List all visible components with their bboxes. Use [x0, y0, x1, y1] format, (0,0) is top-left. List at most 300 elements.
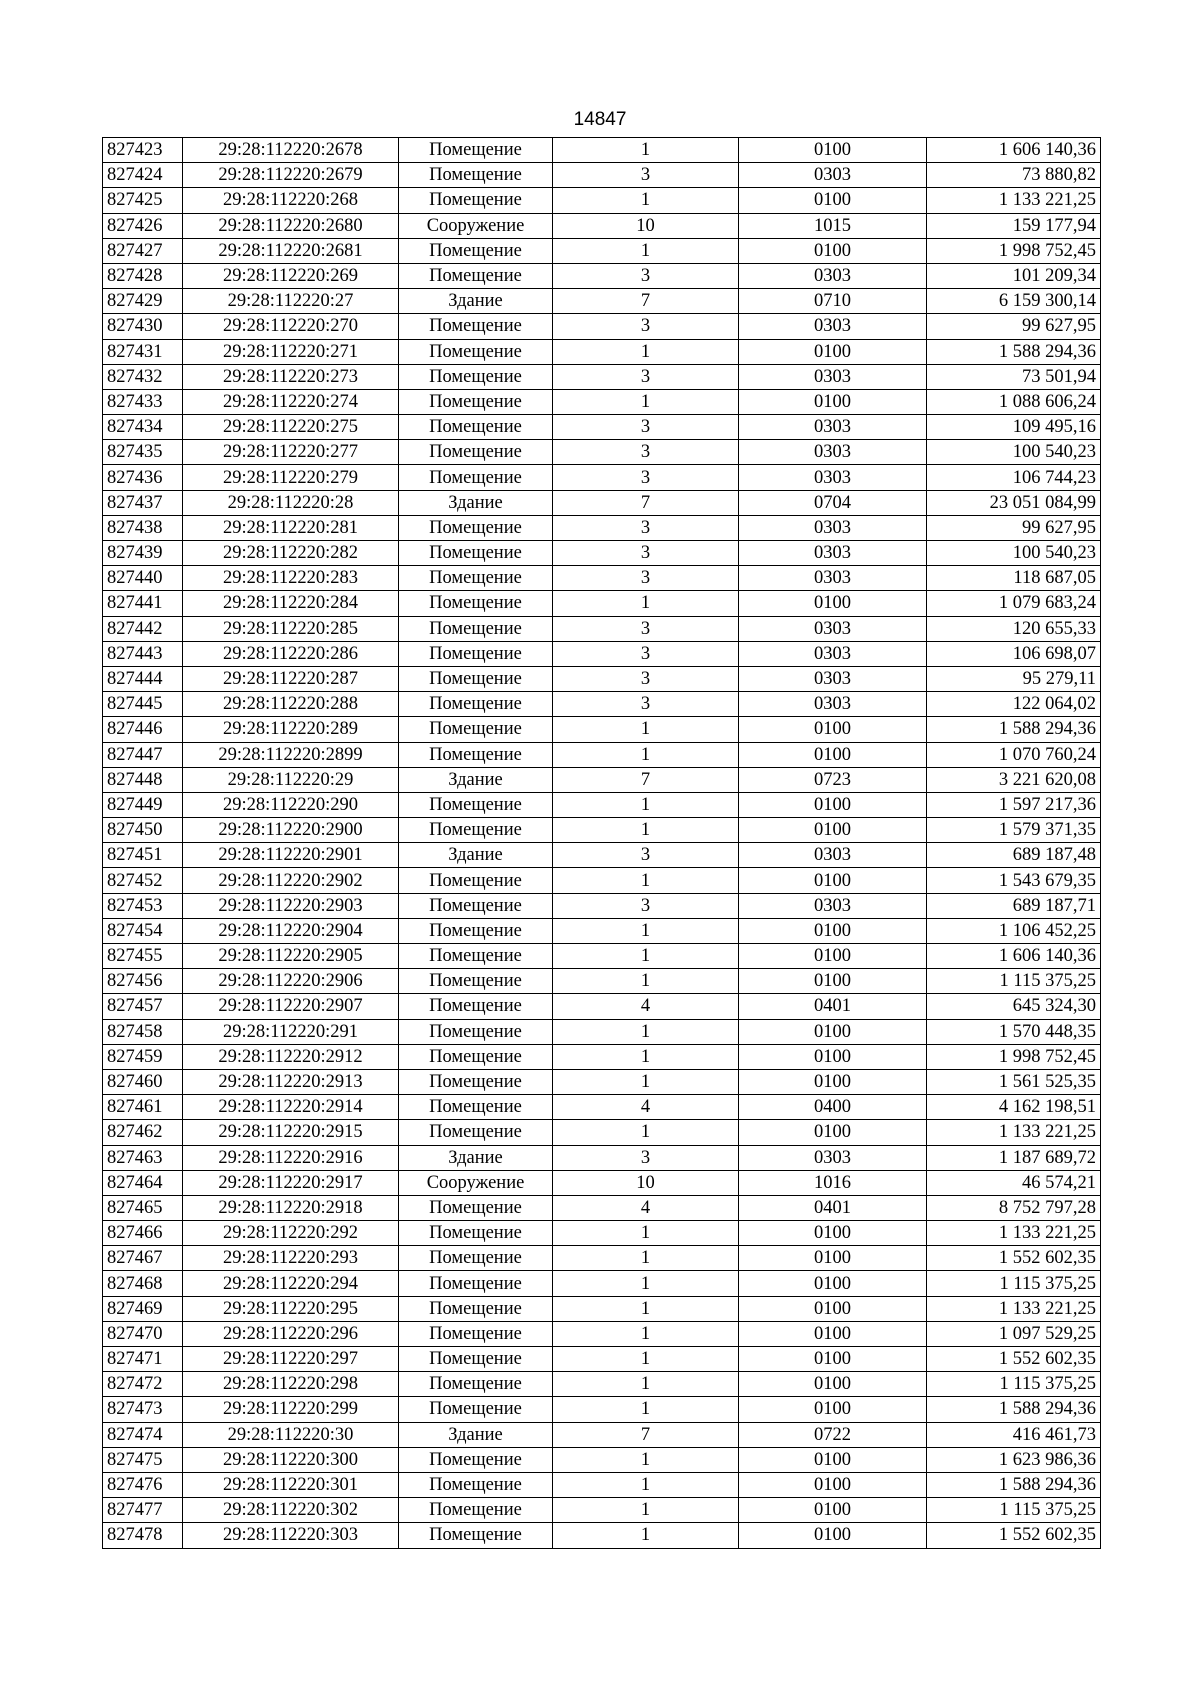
- cadastral-number-cell: 29:28:112220:275: [183, 415, 399, 440]
- cadastral-number-cell: 29:28:112220:2904: [183, 918, 399, 943]
- cadastral-number-cell: 29:28:112220:291: [183, 1019, 399, 1044]
- cadastral-value-cell: 1 998 752,45: [927, 238, 1101, 263]
- code-cell: 0303: [739, 566, 927, 591]
- table-row: [103, 1069, 1101, 1094]
- cadastral-number-cell: 29:28:112220:2916: [183, 1145, 399, 1170]
- object-type-cell: Помещение: [399, 339, 553, 364]
- table-row: [103, 918, 1101, 943]
- object-type-cell: Сооружение: [399, 1170, 553, 1195]
- table-row: [103, 1447, 1101, 1472]
- group-number-cell: 1: [553, 1296, 739, 1321]
- cadastral-number-cell: 29:28:112220:270: [183, 314, 399, 339]
- cadastral-value-cell: 1 570 448,35: [927, 1019, 1101, 1044]
- object-type-cell: Помещение: [399, 994, 553, 1019]
- row-number-cell: 827454: [103, 918, 183, 943]
- code-cell: 0303: [739, 666, 927, 691]
- cadastral-number-cell: 29:28:112220:2679: [183, 163, 399, 188]
- object-type-cell: Помещение: [399, 1246, 553, 1271]
- cadastral-value-cell: 6 159 300,14: [927, 289, 1101, 314]
- group-number-cell: 1: [553, 1397, 739, 1422]
- cadastral-number-cell: 29:28:112220:284: [183, 591, 399, 616]
- cadastral-number-cell: 29:28:112220:2900: [183, 818, 399, 843]
- row-number-cell: 827453: [103, 893, 183, 918]
- code-cell: 0100: [739, 1447, 927, 1472]
- object-type-cell: Помещение: [399, 918, 553, 943]
- object-type-cell: Помещение: [399, 868, 553, 893]
- object-type-cell: Помещение: [399, 415, 553, 440]
- cadastral-number-cell: 29:28:112220:281: [183, 515, 399, 540]
- group-number-cell: 1: [553, 1321, 739, 1346]
- group-number-cell: 3: [553, 314, 739, 339]
- cadastral-number-cell: 29:28:112220:28: [183, 490, 399, 515]
- table-row: [103, 1120, 1101, 1145]
- group-number-cell: 1: [553, 1246, 739, 1271]
- row-number-cell: 827446: [103, 717, 183, 742]
- object-type-cell: Помещение: [399, 792, 553, 817]
- row-number-cell: 827456: [103, 969, 183, 994]
- table-row: [103, 1095, 1101, 1120]
- code-cell: 0100: [739, 969, 927, 994]
- code-cell: 0100: [739, 1397, 927, 1422]
- table-row: [103, 1296, 1101, 1321]
- cadastral-value-cell: 99 627,95: [927, 515, 1101, 540]
- code-cell: 0100: [739, 868, 927, 893]
- table-row: [103, 1195, 1101, 1220]
- table-row: [103, 188, 1101, 213]
- row-number-cell: 827431: [103, 339, 183, 364]
- code-cell: 0100: [739, 742, 927, 767]
- code-cell: 0100: [739, 717, 927, 742]
- row-number-cell: 827449: [103, 792, 183, 817]
- object-type-cell: Помещение: [399, 893, 553, 918]
- row-number-cell: 827458: [103, 1019, 183, 1044]
- cadastral-value-cell: 118 687,05: [927, 566, 1101, 591]
- code-cell: 0303: [739, 314, 927, 339]
- object-type-cell: Помещение: [399, 692, 553, 717]
- cadastral-number-cell: 29:28:112220:279: [183, 465, 399, 490]
- object-type-cell: Здание: [399, 289, 553, 314]
- code-cell: 0100: [739, 339, 927, 364]
- object-type-cell: Помещение: [399, 1447, 553, 1472]
- code-cell: 0100: [739, 188, 927, 213]
- cadastral-number-cell: 29:28:112220:285: [183, 616, 399, 641]
- cadastral-number-cell: 29:28:112220:2915: [183, 1120, 399, 1145]
- code-cell: 0100: [739, 944, 927, 969]
- table-row: [103, 843, 1101, 868]
- cadastral-number-cell: 29:28:112220:294: [183, 1271, 399, 1296]
- row-number-cell: 827455: [103, 944, 183, 969]
- group-number-cell: 3: [553, 163, 739, 188]
- table-row: [103, 289, 1101, 314]
- code-cell: 0100: [739, 1296, 927, 1321]
- cadastral-number-cell: 29:28:112220:271: [183, 339, 399, 364]
- table-row: [103, 944, 1101, 969]
- table-row: [103, 263, 1101, 288]
- row-number-cell: 827433: [103, 389, 183, 414]
- object-type-cell: Помещение: [399, 1472, 553, 1497]
- cadastral-value-cell: 689 187,71: [927, 893, 1101, 918]
- code-cell: 0303: [739, 440, 927, 465]
- row-number-cell: 827427: [103, 238, 183, 263]
- row-number-cell: 827468: [103, 1271, 183, 1296]
- cadastral-value-cell: 99 627,95: [927, 314, 1101, 339]
- object-type-cell: Помещение: [399, 263, 553, 288]
- table-row: [103, 591, 1101, 616]
- code-cell: 0704: [739, 490, 927, 515]
- group-number-cell: 3: [553, 616, 739, 641]
- code-cell: 0303: [739, 163, 927, 188]
- cadastral-value-cell: 1 552 602,35: [927, 1246, 1101, 1271]
- cadastral-value-cell: 1 115 375,25: [927, 1271, 1101, 1296]
- group-number-cell: 10: [553, 213, 739, 238]
- cadastral-value-cell: 106 698,07: [927, 641, 1101, 666]
- row-number-cell: 827465: [103, 1195, 183, 1220]
- row-number-cell: 827451: [103, 843, 183, 868]
- code-cell: 0100: [739, 918, 927, 943]
- object-type-cell: Помещение: [399, 138, 553, 163]
- cadastral-value-cell: 645 324,30: [927, 994, 1101, 1019]
- group-number-cell: 7: [553, 289, 739, 314]
- page-number: 14847: [573, 109, 627, 130]
- object-type-cell: Сооружение: [399, 213, 553, 238]
- code-cell: 0100: [739, 1019, 927, 1044]
- group-number-cell: 1: [553, 1271, 739, 1296]
- group-number-cell: 7: [553, 490, 739, 515]
- row-number-cell: 827436: [103, 465, 183, 490]
- cadastral-value-cell: 1 187 689,72: [927, 1145, 1101, 1170]
- cadastral-value-cell: 1 588 294,36: [927, 717, 1101, 742]
- group-number-cell: 3: [553, 641, 739, 666]
- code-cell: 0723: [739, 767, 927, 792]
- object-type-cell: Помещение: [399, 566, 553, 591]
- cadastral-number-cell: 29:28:112220:2901: [183, 843, 399, 868]
- object-type-cell: Помещение: [399, 1271, 553, 1296]
- row-number-cell: 827477: [103, 1498, 183, 1523]
- table-row: [103, 465, 1101, 490]
- cadastral-number-cell: 29:28:112220:2902: [183, 868, 399, 893]
- cadastral-value-cell: 8 752 797,28: [927, 1195, 1101, 1220]
- cadastral-number-cell: 29:28:112220:295: [183, 1296, 399, 1321]
- group-number-cell: 4: [553, 1095, 739, 1120]
- object-type-cell: Помещение: [399, 314, 553, 339]
- row-number-cell: 827438: [103, 515, 183, 540]
- group-number-cell: 3: [553, 440, 739, 465]
- cadastral-number-cell: 29:28:112220:282: [183, 541, 399, 566]
- cadastral-number-cell: 29:28:112220:288: [183, 692, 399, 717]
- table-row: [103, 767, 1101, 792]
- object-type-cell: Помещение: [399, 1372, 553, 1397]
- cadastral-number-cell: 29:28:112220:2912: [183, 1044, 399, 1069]
- group-number-cell: 1: [553, 238, 739, 263]
- code-cell: 0303: [739, 263, 927, 288]
- cadastral-value-cell: 416 461,73: [927, 1422, 1101, 1447]
- row-number-cell: 827424: [103, 163, 183, 188]
- row-number-cell: 827448: [103, 767, 183, 792]
- table-row: [103, 440, 1101, 465]
- cadastral-value-cell: 1 543 679,35: [927, 868, 1101, 893]
- cadastral-value-cell: 1 588 294,36: [927, 339, 1101, 364]
- cadastral-value-cell: 1 106 452,25: [927, 918, 1101, 943]
- cadastral-value-cell: 73 501,94: [927, 364, 1101, 389]
- group-number-cell: 1: [553, 969, 739, 994]
- code-cell: 0100: [739, 238, 927, 263]
- code-cell: 0100: [739, 1347, 927, 1372]
- row-number-cell: 827425: [103, 188, 183, 213]
- object-type-cell: Помещение: [399, 641, 553, 666]
- cadastral-value-cell: 1 623 986,36: [927, 1447, 1101, 1472]
- cadastral-number-cell: 29:28:112220:2680: [183, 213, 399, 238]
- cadastral-value-cell: 1 097 529,25: [927, 1321, 1101, 1346]
- object-type-cell: Здание: [399, 490, 553, 515]
- table-row: [103, 1170, 1101, 1195]
- group-number-cell: 1: [553, 1472, 739, 1497]
- code-cell: 0400: [739, 1095, 927, 1120]
- row-number-cell: 827478: [103, 1523, 183, 1548]
- cadastral-number-cell: 29:28:112220:302: [183, 1498, 399, 1523]
- code-cell: 0100: [739, 1246, 927, 1271]
- table-row: [103, 1422, 1101, 1447]
- row-number-cell: 827473: [103, 1397, 183, 1422]
- group-number-cell: 7: [553, 1422, 739, 1447]
- cadastral-number-cell: 29:28:112220:303: [183, 1523, 399, 1548]
- group-number-cell: 1: [553, 1069, 739, 1094]
- cadastral-value-cell: 1 606 140,36: [927, 944, 1101, 969]
- object-type-cell: Помещение: [399, 1120, 553, 1145]
- table-row: [103, 1044, 1101, 1069]
- object-type-cell: Помещение: [399, 163, 553, 188]
- table-row: [103, 641, 1101, 666]
- cadastral-number-cell: 29:28:112220:298: [183, 1372, 399, 1397]
- row-number-cell: 827432: [103, 364, 183, 389]
- object-type-cell: Помещение: [399, 1019, 553, 1044]
- row-number-cell: 827437: [103, 490, 183, 515]
- object-type-cell: Помещение: [399, 969, 553, 994]
- row-number-cell: 827474: [103, 1422, 183, 1447]
- row-number-cell: 827472: [103, 1372, 183, 1397]
- table-row: [103, 238, 1101, 263]
- group-number-cell: 1: [553, 1044, 739, 1069]
- code-cell: 0303: [739, 692, 927, 717]
- table-row: [103, 314, 1101, 339]
- group-number-cell: 1: [553, 591, 739, 616]
- cadastral-value-table: [102, 137, 1101, 1549]
- cadastral-value-cell: 1 115 375,25: [927, 1372, 1101, 1397]
- table-row: [103, 616, 1101, 641]
- cadastral-value-cell: 689 187,48: [927, 843, 1101, 868]
- table-row: [103, 364, 1101, 389]
- code-cell: 0100: [739, 818, 927, 843]
- table-row: [103, 541, 1101, 566]
- object-type-cell: Помещение: [399, 1523, 553, 1548]
- code-cell: 0100: [739, 1472, 927, 1497]
- table-row: [103, 339, 1101, 364]
- cadastral-value-cell: 1 115 375,25: [927, 969, 1101, 994]
- code-cell: 0100: [739, 1069, 927, 1094]
- row-number-cell: 827429: [103, 289, 183, 314]
- code-cell: 0303: [739, 843, 927, 868]
- code-cell: 0100: [739, 1120, 927, 1145]
- cadastral-value-cell: 1 079 683,24: [927, 591, 1101, 616]
- row-number-cell: 827452: [103, 868, 183, 893]
- object-type-cell: Помещение: [399, 1195, 553, 1220]
- object-type-cell: Помещение: [399, 1498, 553, 1523]
- row-number-cell: 827471: [103, 1347, 183, 1372]
- group-number-cell: 3: [553, 843, 739, 868]
- row-number-cell: 827447: [103, 742, 183, 767]
- row-number-cell: 827467: [103, 1246, 183, 1271]
- group-number-cell: 1: [553, 389, 739, 414]
- object-type-cell: Помещение: [399, 1044, 553, 1069]
- cadastral-value-cell: 46 574,21: [927, 1170, 1101, 1195]
- cadastral-value-cell: 1 070 760,24: [927, 742, 1101, 767]
- object-type-cell: Помещение: [399, 1095, 553, 1120]
- table-row: [103, 515, 1101, 540]
- code-cell: 1016: [739, 1170, 927, 1195]
- object-type-cell: Помещение: [399, 238, 553, 263]
- group-number-cell: 1: [553, 188, 739, 213]
- cadastral-number-cell: 29:28:112220:296: [183, 1321, 399, 1346]
- row-number-cell: 827440: [103, 566, 183, 591]
- cadastral-number-cell: 29:28:112220:301: [183, 1472, 399, 1497]
- table-row: [103, 1145, 1101, 1170]
- cadastral-number-cell: 29:28:112220:297: [183, 1347, 399, 1372]
- group-number-cell: 3: [553, 893, 739, 918]
- object-type-cell: Помещение: [399, 1221, 553, 1246]
- cadastral-value-cell: 1 588 294,36: [927, 1397, 1101, 1422]
- table-row: [103, 1246, 1101, 1271]
- group-number-cell: 3: [553, 465, 739, 490]
- object-type-cell: Помещение: [399, 541, 553, 566]
- row-number-cell: 827460: [103, 1069, 183, 1094]
- cadastral-value-cell: 100 540,23: [927, 541, 1101, 566]
- code-cell: 0100: [739, 1221, 927, 1246]
- cadastral-value-cell: 122 064,02: [927, 692, 1101, 717]
- group-number-cell: 10: [553, 1170, 739, 1195]
- cadastral-number-cell: 29:28:112220:277: [183, 440, 399, 465]
- table-row: [103, 1372, 1101, 1397]
- cadastral-value-cell: 109 495,16: [927, 415, 1101, 440]
- object-type-cell: Здание: [399, 843, 553, 868]
- table-row: [103, 1472, 1101, 1497]
- cadastral-value-cell: 1 133 221,25: [927, 1296, 1101, 1321]
- group-number-cell: 1: [553, 1447, 739, 1472]
- cadastral-number-cell: 29:28:112220:274: [183, 389, 399, 414]
- row-number-cell: 827475: [103, 1447, 183, 1472]
- cadastral-number-cell: 29:28:112220:268: [183, 188, 399, 213]
- object-type-cell: Помещение: [399, 717, 553, 742]
- code-cell: 0401: [739, 994, 927, 1019]
- row-number-cell: 827470: [103, 1321, 183, 1346]
- row-number-cell: 827443: [103, 641, 183, 666]
- row-number-cell: 827459: [103, 1044, 183, 1069]
- cadastral-value-cell: 1 998 752,45: [927, 1044, 1101, 1069]
- cadastral-number-cell: 29:28:112220:2681: [183, 238, 399, 263]
- object-type-cell: Помещение: [399, 591, 553, 616]
- object-type-cell: Помещение: [399, 364, 553, 389]
- table-row: [103, 213, 1101, 238]
- cadastral-number-cell: 29:28:112220:2899: [183, 742, 399, 767]
- group-number-cell: 1: [553, 742, 739, 767]
- cadastral-value-cell: 1 597 217,36: [927, 792, 1101, 817]
- object-type-cell: Помещение: [399, 440, 553, 465]
- row-number-cell: 827439: [103, 541, 183, 566]
- group-number-cell: 3: [553, 1145, 739, 1170]
- table-row: [103, 868, 1101, 893]
- table-row: [103, 893, 1101, 918]
- group-number-cell: 1: [553, 1498, 739, 1523]
- code-cell: 0100: [739, 1523, 927, 1548]
- cadastral-number-cell: 29:28:112220:2914: [183, 1095, 399, 1120]
- code-cell: 0303: [739, 616, 927, 641]
- row-number-cell: 827435: [103, 440, 183, 465]
- code-cell: 0303: [739, 641, 927, 666]
- group-number-cell: 3: [553, 692, 739, 717]
- table-row: [103, 1019, 1101, 1044]
- group-number-cell: 1: [553, 138, 739, 163]
- code-cell: 0303: [739, 1145, 927, 1170]
- table-row: [103, 994, 1101, 1019]
- group-number-cell: 1: [553, 1523, 739, 1548]
- table-row: [103, 1347, 1101, 1372]
- group-number-cell: 3: [553, 263, 739, 288]
- code-cell: 0303: [739, 541, 927, 566]
- cadastral-value-cell: 1 133 221,25: [927, 1120, 1101, 1145]
- cadastral-number-cell: 29:28:112220:2918: [183, 1195, 399, 1220]
- group-number-cell: 1: [553, 944, 739, 969]
- group-number-cell: 3: [553, 415, 739, 440]
- code-cell: 0303: [739, 893, 927, 918]
- cadastral-number-cell: 29:28:112220:30: [183, 1422, 399, 1447]
- cadastral-number-cell: 29:28:112220:293: [183, 1246, 399, 1271]
- row-number-cell: 827466: [103, 1221, 183, 1246]
- cadastral-value-cell: 1 552 602,35: [927, 1347, 1101, 1372]
- group-number-cell: 1: [553, 1120, 739, 1145]
- group-number-cell: 1: [553, 918, 739, 943]
- table-row: [103, 163, 1101, 188]
- row-number-cell: 827445: [103, 692, 183, 717]
- cadastral-number-cell: 29:28:112220:2903: [183, 893, 399, 918]
- table-row: [103, 490, 1101, 515]
- cadastral-value-cell: 101 209,34: [927, 263, 1101, 288]
- table-row: [103, 1523, 1101, 1548]
- table-row: [103, 1221, 1101, 1246]
- table-row: [103, 415, 1101, 440]
- group-number-cell: 4: [553, 994, 739, 1019]
- table-row: [103, 818, 1101, 843]
- code-cell: 0303: [739, 364, 927, 389]
- table-row: [103, 717, 1101, 742]
- group-number-cell: 3: [553, 666, 739, 691]
- row-number-cell: 827462: [103, 1120, 183, 1145]
- cadastral-value-cell: 73 880,82: [927, 163, 1101, 188]
- group-number-cell: 1: [553, 1019, 739, 1044]
- table-row: [103, 742, 1101, 767]
- cadastral-value-cell: 23 051 084,99: [927, 490, 1101, 515]
- group-number-cell: 3: [553, 364, 739, 389]
- code-cell: 0100: [739, 1271, 927, 1296]
- code-cell: 0303: [739, 465, 927, 490]
- group-number-cell: 7: [553, 767, 739, 792]
- cadastral-number-cell: 29:28:112220:300: [183, 1447, 399, 1472]
- cadastral-number-cell: 29:28:112220:2913: [183, 1069, 399, 1094]
- table-row: [103, 666, 1101, 691]
- row-number-cell: 827461: [103, 1095, 183, 1120]
- code-cell: 0401: [739, 1195, 927, 1220]
- object-type-cell: Помещение: [399, 818, 553, 843]
- cadastral-value-cell: 120 655,33: [927, 616, 1101, 641]
- cadastral-value-cell: 1 115 375,25: [927, 1498, 1101, 1523]
- group-number-cell: 1: [553, 1372, 739, 1397]
